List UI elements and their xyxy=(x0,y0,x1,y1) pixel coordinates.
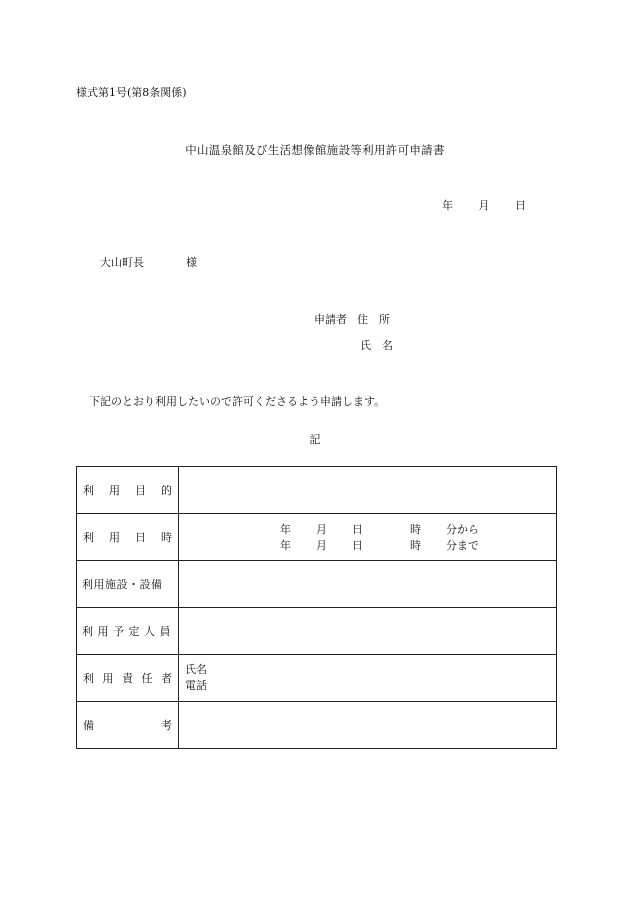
addressee-name: 大山町長 xyxy=(100,256,144,269)
date-month: 月 xyxy=(478,199,490,212)
applicant-address-line xyxy=(314,311,390,327)
purpose-label: 利 用 目 的 xyxy=(83,484,172,497)
remarks-row xyxy=(77,702,557,749)
headcount-row xyxy=(77,608,557,655)
date-year: 年 xyxy=(442,199,453,212)
addressee-honorific: 様 xyxy=(186,256,197,269)
responsible-name-label: 氏名 xyxy=(185,663,207,676)
applicant-label: 申請者 xyxy=(314,313,347,326)
document-title: 中山温泉館及び生活想像館施設等利用許可申請書 xyxy=(185,143,445,157)
datetime-row xyxy=(77,514,557,561)
responsible-row xyxy=(77,655,557,702)
headcount-label: 利 用 予 定 人 員 xyxy=(82,625,171,638)
request-statement: 下記のとおり利用したいので許可くださるよう申請します。 xyxy=(89,395,386,408)
date-line xyxy=(442,197,526,213)
responsible-label: 利 用 責 任 者 xyxy=(83,672,172,685)
facility-row xyxy=(77,561,557,608)
addressee xyxy=(100,254,197,270)
form-number: 様式第1号(第8条関係) xyxy=(76,86,187,99)
purpose-field[interactable] xyxy=(179,467,557,514)
ki-heading: 記 xyxy=(309,433,321,446)
facility-field[interactable] xyxy=(179,561,557,608)
purpose-row xyxy=(77,467,557,514)
facility-label: 利用施設・設備 xyxy=(82,578,163,591)
date-day: 日 xyxy=(515,199,526,212)
application-table xyxy=(76,466,557,749)
datetime-label: 利 用 日 時 xyxy=(83,531,172,544)
applicant-name-label: 氏 名 xyxy=(360,339,393,352)
datetime-from: 年 月 日 時 分から xyxy=(280,523,479,536)
address-label: 住 所 xyxy=(357,313,390,326)
responsible-field[interactable] xyxy=(179,655,557,702)
remarks-label: 備 考 xyxy=(83,719,172,732)
remarks-field[interactable] xyxy=(179,702,557,749)
datetime-field[interactable] xyxy=(179,514,557,561)
responsible-phone-label: 電話 xyxy=(185,679,207,692)
headcount-field[interactable] xyxy=(179,608,557,655)
datetime-to: 年 月 日 時 分まで xyxy=(280,539,479,552)
